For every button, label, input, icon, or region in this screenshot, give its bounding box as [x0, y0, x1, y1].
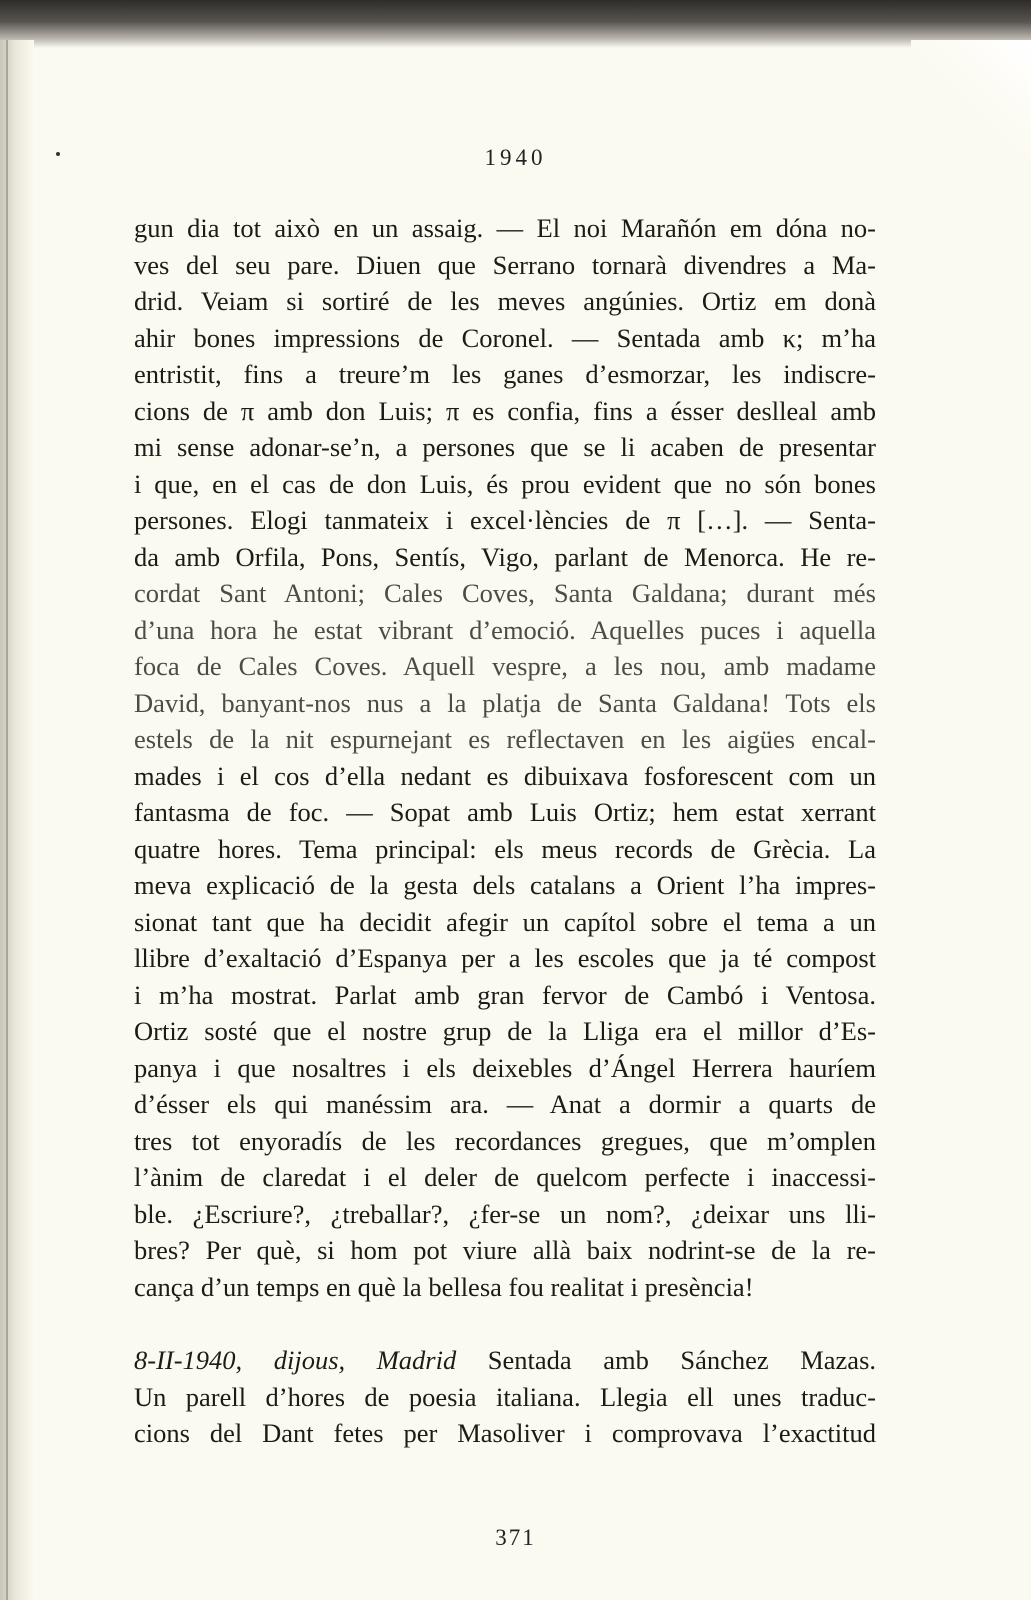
- body-text: [134, 210, 876, 1452]
- page-number: 371: [495, 1525, 536, 1550]
- text-line: drid. Veiam si sortiré de les meves angúnies. Ortiz em donà: [134, 286, 876, 316]
- text-line: d’una hora he estat vibrant d’emoció. Aquelles puces i aquella: [134, 614, 876, 645]
- text-line: tres tot enyoradís de les recordances gregues, que m’omplen: [134, 1125, 876, 1156]
- text-line: l’ànim de claredat i el deler de quelcom perfecte i inaccessi-: [134, 1162, 876, 1192]
- text-line: foca de Cales Coves. Aquell vespre, a les nou, amb madame: [134, 651, 876, 681]
- page-top-shadow: [0, 0, 1031, 48]
- text-line: fantasma de foc. — Sopat amb Luis Ortiz; hem estat xerrant: [134, 797, 876, 827]
- text-line: ves del seu pare. Diuen que Serrano tornarà divendres a Ma-: [134, 249, 876, 280]
- text-line: gun dia tot això en un assaig. — El noi Marañón em dóna no-: [134, 213, 876, 243]
- page-corner-highlight: [911, 40, 1031, 160]
- text-line: estels de la nit espurnejant es reflectaven en les aigües encal-: [134, 724, 876, 754]
- text-line: da amb Orfila, Pons, Sentís, Vigo, parlant de Menorca. He re-: [134, 541, 876, 572]
- text-line: i que, en el cas de don Luis, és prou evident que no són bones: [134, 468, 876, 499]
- diary-entry-date: 8-II-1940, dijous, Madrid: [134, 1345, 457, 1375]
- text-line: ble. ¿Escriure?, ¿treballar?, ¿fer-se un nom?, ¿deixar uns lli-: [134, 1198, 876, 1229]
- paragraph-gap: [134, 1305, 876, 1342]
- text-line: i m’ha mostrat. Parlat amb gran fervor de Cambó i Ventosa.: [134, 979, 876, 1010]
- text-line: bres? Per què, si hom pot viure allà baix nodrint-se de la re-: [134, 1235, 876, 1265]
- text-line: Un parell d’hores de poesia italiana. Llegia ell unes traduc-: [134, 1381, 876, 1412]
- text-line: cança d’un temps en què la bellesa fou realitat i presència!: [134, 1271, 754, 1302]
- text-line: cions del Dant fetes per Masoliver i comprovava l’exactitud: [134, 1418, 876, 1448]
- text-line: cions de π amb don Luis; π es confia, fins a ésser deslleal amb: [134, 395, 876, 426]
- text-line: d’ésser els qui manéssim ara. — Anat a dormir a quarts de: [134, 1089, 876, 1119]
- text-line: Ortiz sosté que el nostre grup de la Lliga era el millor d’Es-: [134, 1016, 876, 1046]
- text-line: llibre d’exaltació d’Espanya per a les escoles que ja té compost: [134, 943, 876, 973]
- text-line: ahir bones impressions de Coronel. — Sentada amb κ; m’ha: [134, 322, 876, 353]
- text-line: meva explicació de la gesta dels catalans a Orient l’ha impres-: [134, 870, 876, 900]
- text-line: sionat tant que ha decidit afegir un capítol sobre el tema a un: [134, 906, 876, 937]
- diary-entry-opening: Sentada amb Sánchez Mazas.: [487, 1345, 877, 1375]
- gutter-edge-line: [6, 40, 8, 1600]
- text-line: persones. Elogi tanmateix i excel·lències de π […]. — Senta-: [134, 505, 876, 535]
- text-line: David, banyant-nos nus a la platja de Santa Galdana! Tots els: [134, 687, 876, 718]
- text-line: cordat Sant Antoni; Cales Coves, Santa Galdana; durant més: [134, 578, 876, 608]
- diary-entry-first-line: [134, 1342, 876, 1379]
- text-line: mi sense adonar-se’n, a persones que se li acaben de presentar: [134, 432, 876, 462]
- text-line: entristit, fins a treure’m les ganes d’esmorzar, les indiscre-: [134, 359, 876, 389]
- text-line: quatre hores. Tema principal: els meus records de Grècia. La: [134, 833, 876, 864]
- running-head-year: 1940: [484, 145, 547, 170]
- text-line: panya i que nosaltres i els deixebles d’Ángel Herrera hauríem: [134, 1052, 876, 1083]
- text-line: mades i el cos d’ella nedant es dibuixava fosforescent com un: [134, 760, 876, 791]
